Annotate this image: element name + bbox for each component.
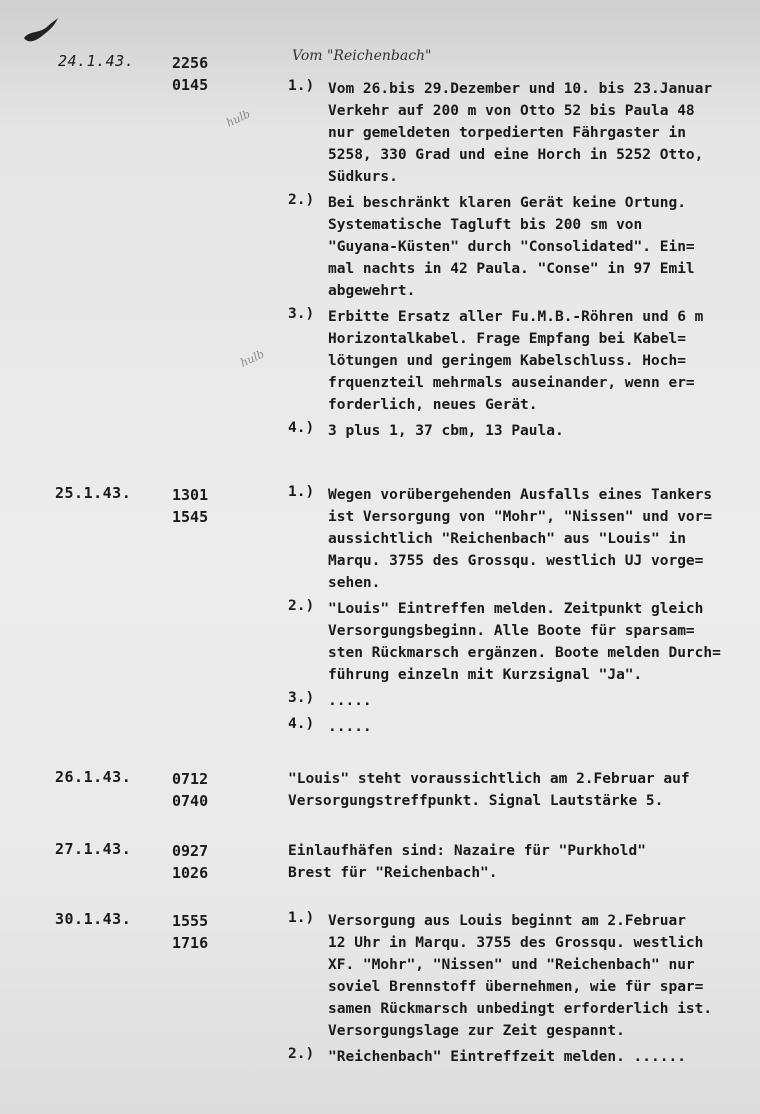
text-line: nur gemeldeten torpedierten Fährgaster in (328, 125, 686, 141)
time-sent: 0927 (172, 842, 209, 860)
text-line: forderlich, neues Gerät. (328, 397, 538, 413)
numbered-item (288, 192, 738, 302)
text-line: "Louis" steht voraussichtlich am 2.Februar auf (288, 771, 690, 787)
entry-date: 30.1.43. (55, 910, 132, 928)
time-received: 1026 (172, 864, 209, 882)
text-line: mal nachts in 42 Paula. "Conse" in 97 Emil (328, 261, 695, 277)
entry-times (172, 484, 208, 528)
text-line: Südkurs. (328, 169, 398, 185)
entry-times (172, 768, 208, 812)
text-line: sehen. (328, 575, 381, 591)
text-line: ..... (328, 719, 372, 735)
time-received: 0145 (172, 76, 209, 94)
text-line: Versorgungsbeginn. Alle Boote für sparsam= (328, 623, 695, 639)
item-number: 3.) (288, 306, 315, 322)
time-received: 1716 (172, 934, 209, 952)
entry-body (288, 768, 738, 812)
numbered-item (288, 306, 738, 416)
text-line: ist Versorgung von "Mohr", "Nissen" und vor= (328, 509, 713, 525)
numbered-item (288, 1046, 738, 1068)
entry-date: 25.1.43. (55, 484, 132, 502)
numbered-item (288, 716, 738, 738)
item-number: 1.) (288, 910, 315, 926)
time-received: 0740 (172, 792, 209, 810)
text-line: Versorgung aus Louis beginnt am 2.Februar (328, 913, 686, 929)
margin-note: hulb (238, 347, 267, 370)
numbered-item (288, 598, 738, 686)
text-line: Versorgungstreffpunkt. Signal Lautstärke 5. (288, 793, 664, 809)
time-sent: 1555 (172, 912, 209, 930)
entry-times (172, 840, 208, 884)
item-number: 2.) (288, 598, 315, 614)
text-line: Verkehr auf 200 m von Otto 52 bis Paula 48 (328, 103, 695, 119)
text-line: abgewehrt. (328, 283, 416, 299)
text-line: Erbitte Ersatz aller Fu.M.B.-Röhren und 6 m (328, 309, 704, 325)
item-number: 1.) (288, 78, 315, 94)
handwritten-title: Vom "Reichenbach" (292, 48, 432, 64)
item-number: 2.) (288, 192, 315, 208)
numbered-item (288, 690, 738, 712)
text-line: 3 plus 1, 37 cbm, 13 Paula. (328, 423, 564, 439)
ink-blot-mark (22, 16, 60, 46)
numbered-item (288, 484, 738, 594)
entry-body (288, 910, 738, 1072)
entry-body (288, 840, 738, 884)
margin-note: hulb (224, 107, 253, 130)
entry-date: 24.1.43. (58, 52, 135, 70)
item-number: 3.) (288, 690, 315, 706)
item-number: 4.) (288, 420, 315, 436)
entry-times (172, 910, 208, 954)
text-line: Bei beschränkt klaren Gerät keine Ortung. (328, 195, 686, 211)
text-line: führung einzeln mit Kurzsignal "Ja". (328, 667, 643, 683)
time-received: 1545 (172, 508, 209, 526)
text-line: Wegen vorübergehenden Ausfalls eines Tankers (328, 487, 713, 503)
text-line: Horizontalkabel. Frage Empfang bei Kabel= (328, 331, 686, 347)
text-line: Einlaufhäfen sind: Nazaire für "Purkhold" (288, 843, 646, 859)
text-line: "Louis" Eintreffen melden. Zeitpunkt gleich (328, 601, 704, 617)
numbered-item (288, 78, 738, 188)
entry-times (172, 52, 208, 96)
text-line: samen Rückmarsch unbedingt erforderlich ist. (328, 1001, 713, 1017)
numbered-item (288, 420, 738, 442)
text-line: 12 Uhr in Marqu. 3755 des Grossqu. westlich (328, 935, 704, 951)
text-line: sten Rückmarsch ergänzen. Boote melden Durch= (328, 645, 721, 661)
text-line: "Reichenbach" Eintreffzeit melden. ...... (328, 1049, 686, 1065)
text-line: XF. "Mohr", "Nissen" und "Reichenbach" nur (328, 957, 695, 973)
entry-body (288, 78, 738, 446)
time-sent: 2256 (172, 54, 209, 72)
text-line: ..... (328, 693, 372, 709)
entry-body (288, 484, 738, 742)
text-line: "Guyana-Küsten" durch "Consolidated". Ein= (328, 239, 695, 255)
text-line: Marqu. 3755 des Grossqu. westlich UJ vorge= (328, 553, 704, 569)
text-line: 5258, 330 Grad und eine Horch in 5252 Otto, (328, 147, 704, 163)
text-line: soviel Brennstoff übernehmen, wie für spar= (328, 979, 704, 995)
text-line: Systematische Tagluft bis 200 sm von (328, 217, 643, 233)
entry-date: 27.1.43. (55, 840, 132, 858)
time-sent: 0712 (172, 770, 209, 788)
numbered-item (288, 910, 738, 1042)
text-line: frquenzteil mehrmals auseinander, wenn er= (328, 375, 695, 391)
item-number: 1.) (288, 484, 315, 500)
item-number: 4.) (288, 716, 315, 732)
item-number: 2.) (288, 1046, 315, 1062)
time-sent: 1301 (172, 486, 209, 504)
text-line: Versorgungslage zur Zeit gespannt. (328, 1023, 625, 1039)
text-line: Brest für "Reichenbach". (288, 865, 498, 881)
entry-date: 26.1.43. (55, 768, 132, 786)
text-line: lötungen und geringem Kabelschluss. Hoch= (328, 353, 686, 369)
text-line: Vom 26.bis 29.Dezember und 10. bis 23.Januar (328, 81, 713, 97)
text-line: aussichtlich "Reichenbach" aus "Louis" in (328, 531, 686, 547)
